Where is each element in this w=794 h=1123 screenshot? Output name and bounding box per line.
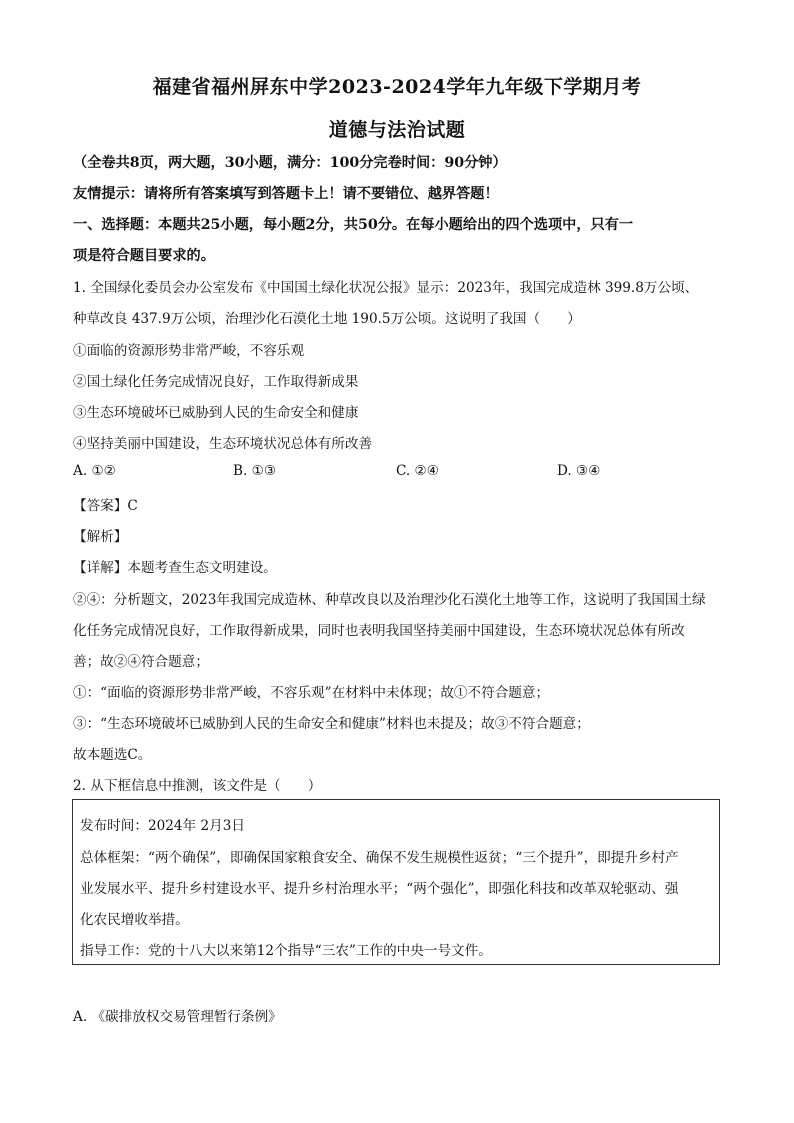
q1-analysis-label: 【解析】 bbox=[73, 529, 128, 545]
section-heading: 一、选择题：本题共25小题，每小题2分，共50分。在每小题给出的四个选项中，只有一 bbox=[73, 217, 634, 233]
q1-item-1: ①面临的资源形势非常严峻，不容乐观 bbox=[73, 343, 305, 359]
q1-item-4: ④坚持美丽中国建设，生态环境状况总体有所改善 bbox=[73, 436, 373, 452]
q1-answer: 【答案】C bbox=[73, 498, 138, 514]
q1-explanation-line2: 化任务完成情况良好，工作取得新成果，同时也表明我国坚持美丽中国建设，生态环境状况总体有所改 bbox=[73, 623, 685, 639]
q1-conclusion: 故本题选C。 bbox=[73, 747, 152, 763]
friendly-tip: 友情提示：请将所有答案填写到答题卡上！请不要错位、越界答题！ bbox=[73, 186, 499, 202]
q1-explanation-line4: ①：“面临的资源形势非常严峻，不容乐观”在材料中未体现；故①不符合题意； bbox=[73, 685, 550, 701]
q1-explanation-line3: 善；故②④符合题意； bbox=[73, 654, 209, 670]
exam-info: （全卷共8页，两大题，30小题，满分：100分完卷时间：90分钟） bbox=[73, 155, 507, 171]
q2-box-line2: 总体框架：“两个确保”，即确保国家粮食安全、确保不发生规模性返贫；“三个提升”，即提升乡村产 bbox=[80, 850, 679, 866]
q2-box-line3: 业发展水平、提升乡村建设水平、提升乡村治理水平；“两个强化”，即强化科技和改革双轮驱动、强 bbox=[80, 881, 679, 897]
q1-option-a: A. ①② bbox=[73, 463, 116, 479]
q2-option-a: A. 《碳排放权交易管理暂行条例》 bbox=[73, 1009, 282, 1025]
q2-box-line5: 指导工作：党的十八大以来第12个指导“三农”工作的中央一号文件。 bbox=[80, 943, 492, 959]
q1-item-3: ③生态环境破坏已威胁到人民的生命安全和健康 bbox=[73, 405, 359, 421]
q1-stem-line1: 1. 全国绿化委员会办公室发布《中国国土绿化状况公报》显示：2023年，我国完成造林 399.8万公顷、 bbox=[73, 280, 699, 296]
q2-box-line1: 发布时间：2024年 2月3日 bbox=[80, 818, 245, 834]
document-title: 福建省福州屏东中学2023-2024学年九年级下学期月考 bbox=[152, 76, 642, 98]
q2-box-line4: 化农民增收举措。 bbox=[80, 912, 189, 928]
q1-stem-line2: 种草改良 437.9万公顷，治理沙化石漠化土地 190.5万公顷。这说明了我国（ ） bbox=[73, 311, 581, 327]
q1-option-b: B. ①③ bbox=[233, 463, 277, 479]
q1-option-d: D. ③④ bbox=[557, 463, 601, 479]
q1-detail: 【详解】本题考查生态文明建设。 bbox=[73, 560, 277, 576]
q2-stem: 2. 从下框信息中推测，该文件是（ ） bbox=[73, 778, 322, 794]
document-subtitle: 道德与法治试题 bbox=[328, 119, 466, 141]
q1-explanation-line1: ②④：分析题文，2023年我国完成造林、种草改良以及治理沙化石漠化土地等工作，这说明了我国国土绿 bbox=[73, 592, 706, 608]
q1-explanation-line5: ③：“生态环境破坏已威胁到人民的生命安全和健康”材料也未提及；故③不符合题意； bbox=[73, 716, 590, 732]
q1-item-2: ②国土绿化任务完成情况良好，工作取得新成果 bbox=[73, 374, 359, 390]
section-heading-cont: 项是符合题目要求的。 bbox=[73, 248, 215, 264]
q1-option-c: C. ②④ bbox=[396, 463, 439, 479]
